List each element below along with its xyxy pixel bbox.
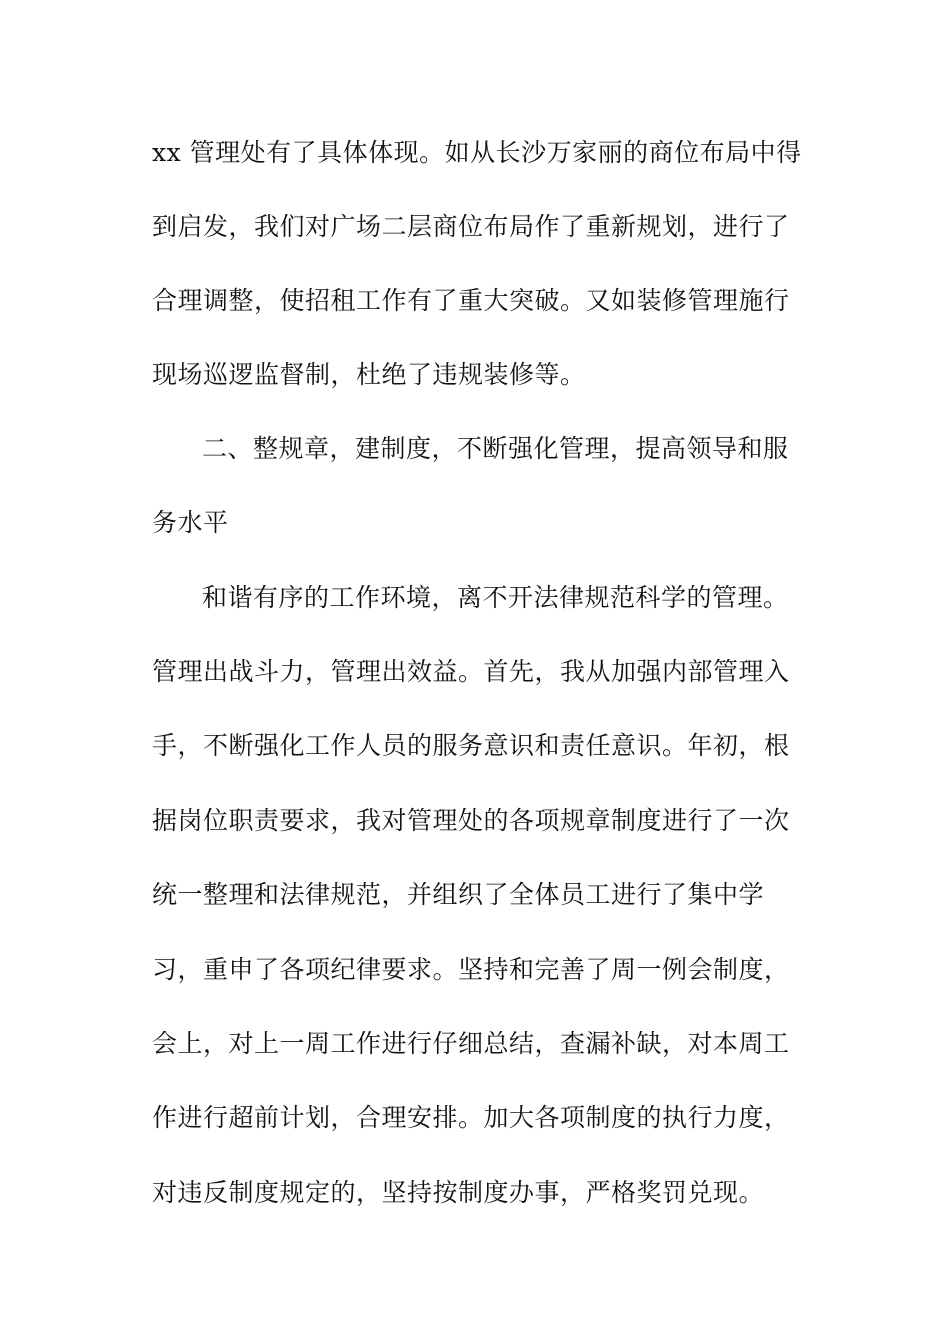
- text-line: 统一整理和法律规范，并组织了全体员工进行了集中学: [152, 880, 765, 909]
- section-heading: 二、整规章，建制度，不断强化管理，提高领导和服: [202, 434, 789, 463]
- text-line: 作进行超前计划，合理安排。加大各项制度的执行力度，: [152, 1103, 790, 1132]
- text-line: 对违反制度规定的，坚持按制度办事，严格奖罚兑现。: [152, 1178, 765, 1207]
- text-line: 合理调整，使招租工作有了重大突破。又如装修管理施行: [152, 286, 790, 315]
- text-line: 手，不断强化工作人员的服务意识和责任意识。年初，根: [152, 731, 790, 760]
- text-line: 习，重申了各项纪律要求。坚持和完善了周一例会制度，: [152, 955, 790, 984]
- text-line: xx 管理处有了具体体现。如从长沙万家丽的商位布局中得: [152, 138, 802, 167]
- text-line: 和谐有序的工作环境，离不开法律规范科学的管理。: [202, 583, 789, 612]
- text-line: 管理出战斗力，管理出效益。首先，我从加强内部管理入: [152, 657, 790, 686]
- section-heading-continuation: 务水平: [152, 508, 229, 537]
- text-line: 到启发，我们对广场二层商位布局作了重新规划，进行了: [152, 212, 790, 241]
- text-line: 现场巡逻监督制，杜绝了违规装修等。: [152, 360, 586, 389]
- text-line: 据岗位职责要求，我对管理处的各项规章制度进行了一次: [152, 806, 790, 835]
- text-line: 会上，对上一周工作进行仔细总结，查漏补缺，对本周工: [152, 1029, 790, 1058]
